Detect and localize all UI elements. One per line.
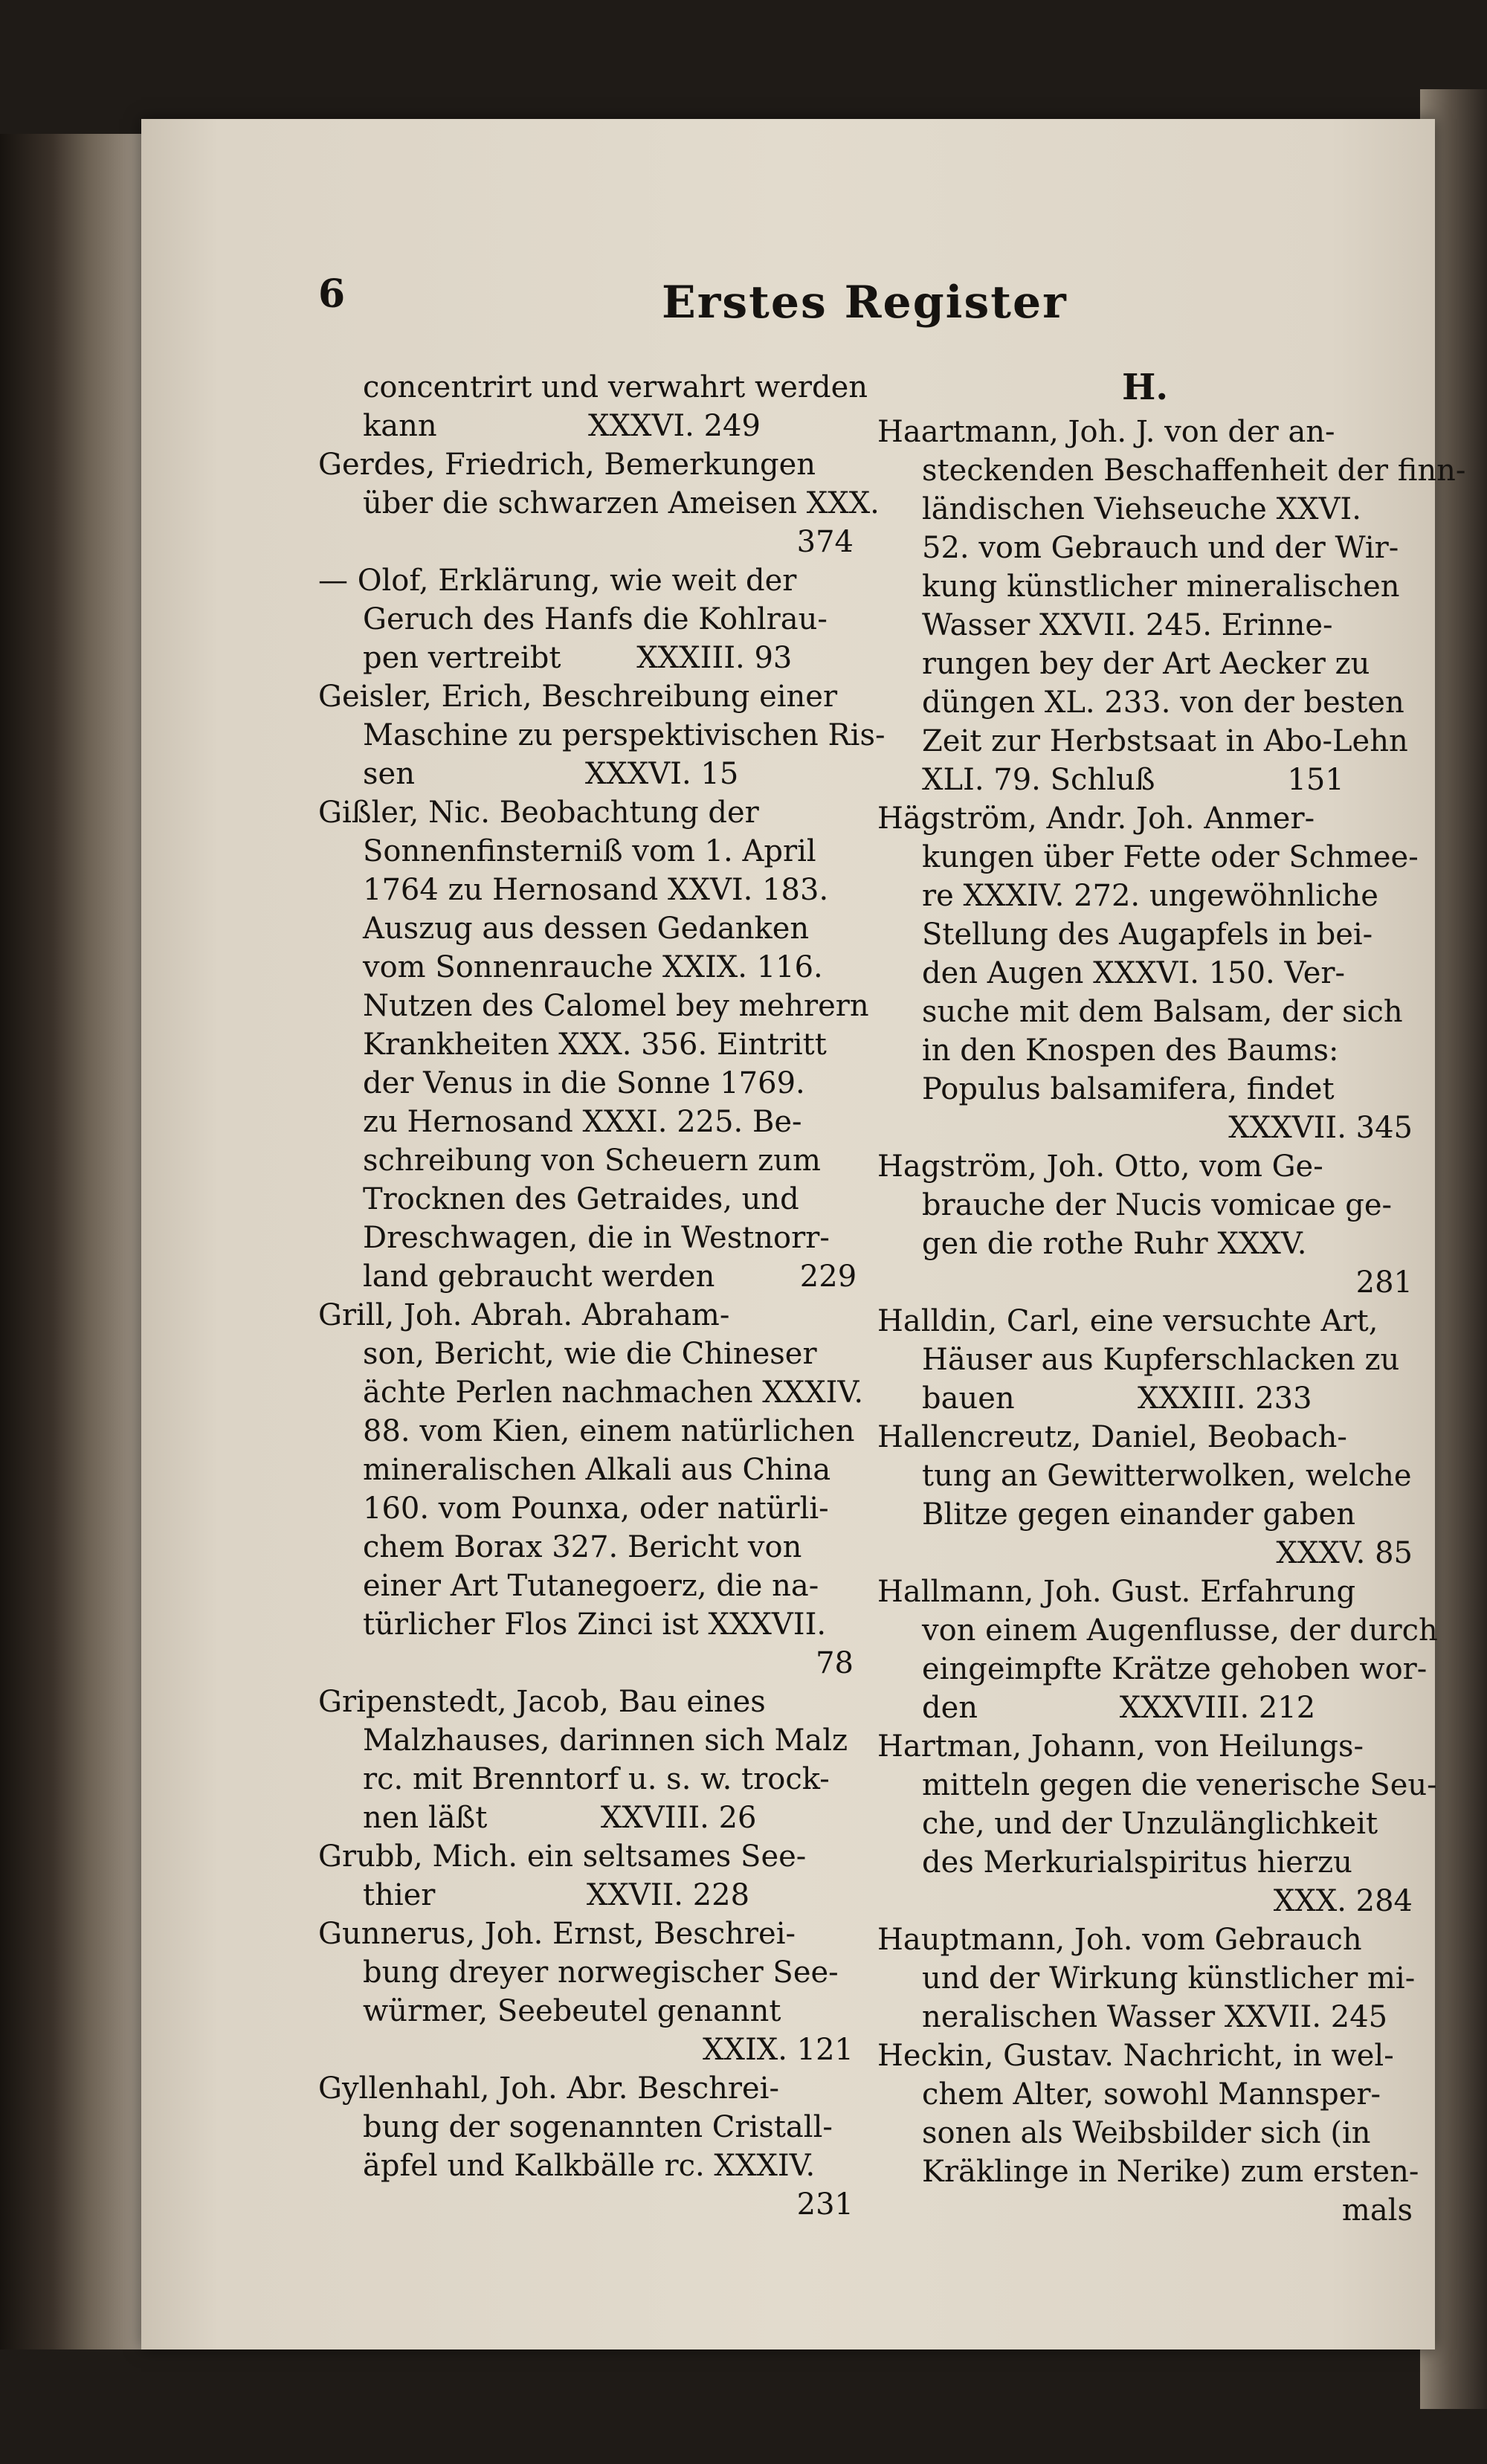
register-line: 374 [796, 525, 854, 559]
register-line: Haartmann, Joh. J. von der an- [877, 415, 1335, 449]
register-line: rc. mit Brenntorf u. s. w. trock- [363, 1762, 830, 1796]
register-line: den XXXVIII. 212 [922, 1691, 1316, 1725]
register-line: Heckin, Gustav. Nachricht, in wel- [877, 2039, 1394, 2073]
register-line: bung dreyer norwegischer See- [363, 1955, 839, 1990]
register-line: und der Wirkung künstlicher mi- [922, 1961, 1416, 1996]
register-line: 88. vom Kien, einem natürlichen [363, 1414, 855, 1448]
register-line: in den Knospen des Baums: [922, 1033, 1339, 1068]
register-line: ächte Perlen nachmachen XXXIV. [363, 1375, 864, 1410]
register-line: Geisler, Erich, Beschreibung einer [318, 680, 838, 714]
register-line: steckenden Beschaffenheit der finn- [922, 454, 1466, 488]
register-line: 231 [796, 2187, 854, 2222]
register-line: rungen bey der Art Aecker zu [922, 647, 1370, 681]
register-line: den Augen XXXVI. 150. Ver- [922, 956, 1346, 990]
running-title: Erstes Register [662, 277, 1068, 329]
register-line: Gißler, Nic. Beobachtung der [318, 796, 759, 830]
register-line: über die schwarzen Ameisen XXX. [363, 486, 880, 520]
register-line: sen XXXVI. 15 [363, 757, 739, 791]
register-line: thier XXVII. 228 [363, 1878, 750, 1912]
register-line: Zeit zur Herbstsaat in Abo-Lehn [922, 724, 1408, 758]
register-line: kungen über Fette oder Schmee- [922, 840, 1419, 874]
register-line: concentrirt und verwahrt werden [363, 370, 868, 404]
register-line: Grubb, Mich. ein seltsames See- [318, 1839, 807, 1874]
register-column-right [877, 367, 1466, 2230]
register-line: mitteln gegen die venerische Seu- [922, 1768, 1437, 1802]
register-line: düngen XL. 233. von der besten [922, 686, 1404, 720]
register-line: bauen XXXIII. 233 [922, 1381, 1312, 1416]
register-column-left [318, 368, 886, 2224]
register-line: Gerdes, Friedrich, Bemerkungen [318, 448, 816, 482]
register-line: XXXV. 85 [1276, 1536, 1413, 1570]
register-line: von einem Augenflusse, der durch [922, 1613, 1438, 1648]
register-line: tung an Gewitterwolken, welche [922, 1459, 1412, 1493]
register-line: Hallmann, Joh. Gust. Erfahrung [877, 1575, 1356, 1609]
register-line: Populus balsamifera, findet [922, 1072, 1335, 1106]
register-line: XXX. 284 [1273, 1884, 1413, 1918]
register-line: ländischen Viehseuche XXVI. [922, 492, 1361, 526]
register-line: Hägström, Andr. Joh. Anmer- [877, 802, 1315, 836]
register-line: che, und der Unzulänglichkeit [922, 1807, 1378, 1841]
register-line: äpfel und Kalkbälle rc. XXXIV. [363, 2149, 816, 2183]
register-line: suche mit dem Balsam, der sich [922, 995, 1403, 1029]
register-line: — Olof, Erklärung, wie weit der [318, 564, 797, 598]
register-line: neralischen Wasser XXVII. 245 [922, 2000, 1388, 2034]
register-line: Krankheiten XXX. 356. Eintritt [363, 1028, 827, 1062]
register-line: 1764 zu Hernosand XXVI. 183. [363, 873, 829, 907]
register-line: einer Art Tutanegoerz, die na- [363, 1569, 819, 1603]
register-line: mals [1341, 2193, 1413, 2228]
register-line: Gunnerus, Joh. Ernst, Beschrei- [318, 1917, 796, 1951]
register-line: der Venus in die Sonne 1769. [363, 1066, 805, 1100]
register-line: Nutzen des Calomel bey mehrern [363, 989, 869, 1023]
register-line: kann XXXVI. 249 [363, 409, 761, 443]
register-line: würmer, Seebeutel genannt [363, 1994, 781, 2028]
register-line: Kräklinge in Nerike) zum ersten- [922, 2155, 1419, 2189]
register-line: Halldin, Carl, eine versuchte Art, [877, 1304, 1378, 1338]
register-line: 78 [816, 1646, 854, 1680]
register-line: bung der sogenannten Cristall- [363, 2110, 833, 2144]
book-page [141, 119, 1466, 2349]
register-line: Hartman, Johann, von Heilungs- [877, 1729, 1364, 1764]
register-line: türlicher Flos Zinci ist XXXVII. [363, 1607, 827, 1642]
register-line: Wasser XXVII. 245. Erinne- [922, 608, 1333, 642]
register-line: XXXVII. 345 [1228, 1111, 1413, 1145]
register-line: Hagström, Joh. Otto, vom Ge- [877, 1149, 1323, 1184]
book-page-edges-left [0, 134, 149, 2349]
register-line: Geruch des Hanfs die Kohlrau- [363, 602, 828, 636]
register-line: Hallencreutz, Daniel, Beobach- [877, 1420, 1347, 1454]
register-line: vom Sonnenrauche XXIX. 116. [363, 950, 823, 984]
register-line: 52. vom Gebrauch und der Wir- [922, 531, 1399, 565]
register-line: re XXXIV. 272. ungewöhnliche [922, 879, 1378, 913]
register-line: Blitze gegen einander gaben [922, 1497, 1355, 1532]
register-line: des Merkurialspiritus hierzu [922, 1845, 1352, 1880]
register-line: XLI. 79. Schluß 151 [922, 763, 1344, 797]
register-line: schreibung von Scheuern zum [363, 1144, 821, 1178]
register-line: Sonnenfinsterniß vom 1. April [363, 834, 816, 868]
register-line: Dreschwagen, die in Westnorr- [363, 1221, 830, 1255]
register-line: sonen als Weibsbilder sich (in [922, 2116, 1371, 2150]
register-line: mineralischen Alkali aus China [363, 1453, 831, 1487]
register-line: chem Alter, sowohl Mannsper- [922, 2077, 1381, 2112]
register-line: Gyllenhahl, Joh. Abr. Beschrei- [318, 2071, 779, 2106]
register-line: chem Borax 327. Bericht von [363, 1530, 802, 1564]
register-line: 160. vom Pounxa, oder natürli- [363, 1491, 829, 1526]
register-line: zu Hernosand XXXI. 225. Be- [363, 1105, 802, 1139]
register-line: XXIX. 121 [702, 2033, 854, 2067]
register-line: 281 [1355, 1265, 1413, 1300]
register-line: eingeimpfte Krätze gehoben wor- [922, 1652, 1428, 1686]
register-line: nen läßt XXVIII. 26 [363, 1801, 757, 1835]
page-number: 6 [318, 271, 346, 317]
register-line: kung künstlicher mineralischen [922, 570, 1400, 604]
register-line: Malzhauses, darinnen sich Malz [363, 1723, 848, 1758]
register-line: Gripenstedt, Jacob, Bau eines [318, 1685, 766, 1719]
register-line: Häuser aus Kupferschlacken zu [922, 1343, 1400, 1377]
register-line: land gebraucht werden 229 [363, 1260, 857, 1294]
register-line: Maschine zu perspektivischen Ris- [363, 718, 886, 752]
register-line: gen die rothe Ruhr XXXV. [922, 1227, 1307, 1261]
register-line: son, Bericht, wie die Chineser [363, 1337, 817, 1371]
section-letter-h: H. [1121, 367, 1169, 408]
register-line: pen vertreibt XXXIII. 93 [363, 641, 793, 675]
register-line: Auszug aus dessen Gedanken [363, 912, 810, 946]
register-line: Hauptmann, Joh. vom Gebrauch [877, 1923, 1362, 1957]
register-line: Stellung des Augapfels in bei- [922, 917, 1373, 952]
register-line: brauche der Nucis vomicae ge- [922, 1188, 1393, 1222]
register-line: Grill, Joh. Abrah. Abraham- [318, 1298, 730, 1332]
register-line: Trocknen des Getraides, und [363, 1182, 799, 1216]
